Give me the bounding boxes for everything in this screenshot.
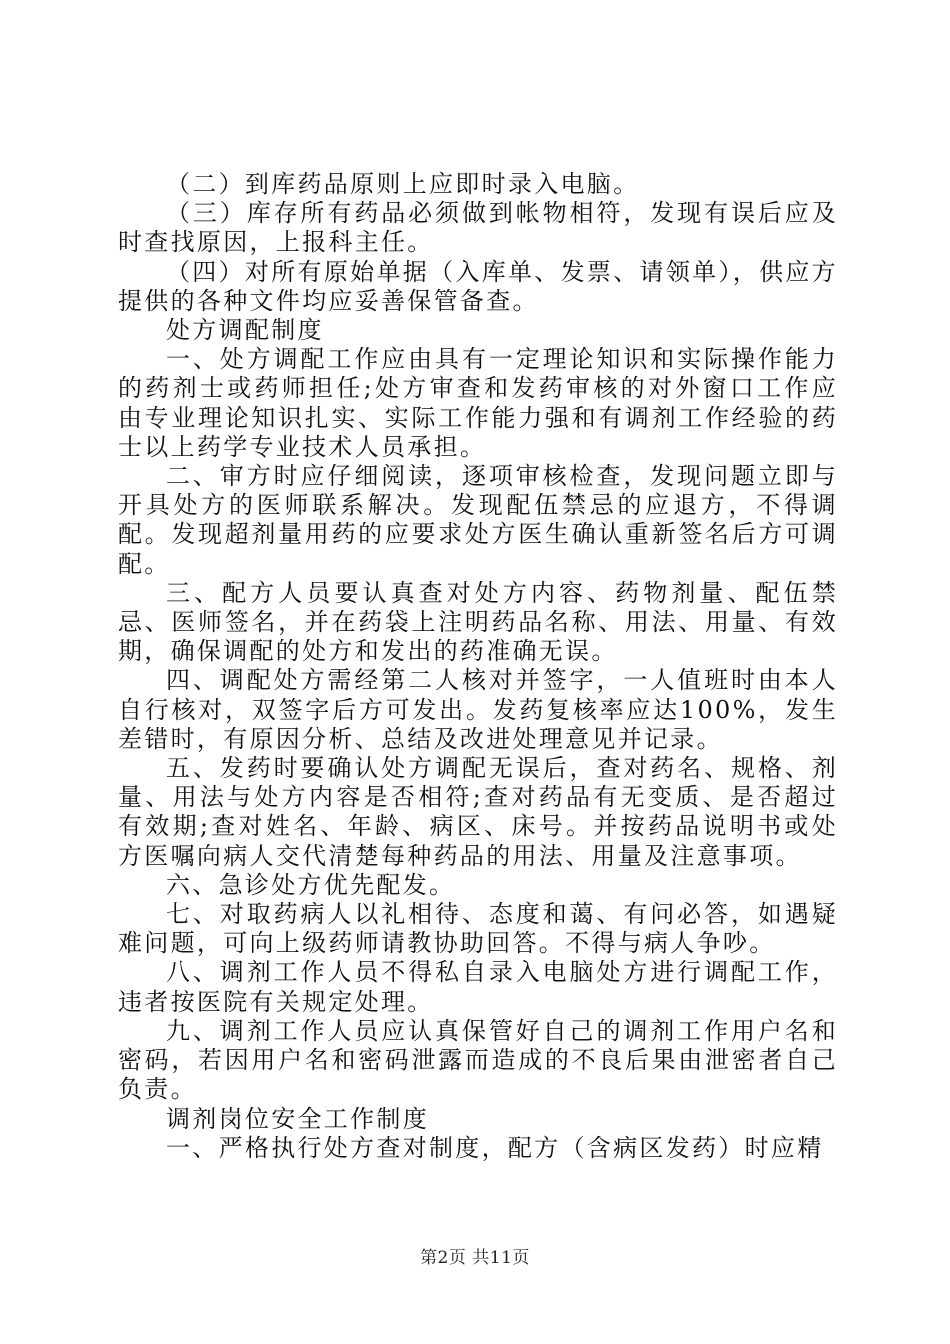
rule-2: 二、审方时应仔细阅读，逐项审核检查，发现问题立即与开具处方的医师联系解决。发现配伍禁忌的应退方，不得调配。发现超剂量用药的应要求处方医生确认重新签名后方可调配。 [118, 462, 838, 578]
rule-5: 五、发药时要确认处方调配无误后，查对药名、规格、剂量、用法与处方内容是否相符;查对药品有无变质、是否超过有效期;查对姓名、年龄、病区、床号。并按药品说明书或处方医嘱向病人交代清楚每种药品的用法、用量及注意事项。 [118, 754, 838, 870]
rule-1: 一、处方调配工作应由具有一定理论知识和实际操作能力的药剂士或药师担任;处方审查和发药审核的对外窗口工作应由专业理论知识扎实、实际工作能力强和有调剂工作经验的药士以上药学专业技术人员承担。 [118, 345, 838, 461]
rule-8: 八、调剂工作人员不得私自录入电脑处方进行调配工作，违者按医院有关规定处理。 [118, 958, 838, 1016]
paragraph-item-2: （二）到库药品原则上应即时录入电脑。 [166, 170, 640, 198]
section-heading-safety: 调剂岗位安全工作制度 [166, 1104, 429, 1133]
rule-7: 七、对取药病人以礼相待、态度和蔼、有问必答，如遇疑难问题，可向上级药师请教协助回答。不得与病人争吵。 [118, 900, 838, 958]
rule-4: 四、调配处方需经第二人核对并签字，一人值班时由本人自行核对，双签字后方可发出。发药复核率应达100%，发生差错时，有原因分析、总结及改进处理意见并记录。 [118, 666, 838, 753]
paragraph-item-3: （三）库存所有药品必须做到帐物相符，发现有误后应及时查找原因，上报科主任。 [118, 199, 838, 257]
document-body [118, 170, 838, 1163]
rule-6: 六、急诊处方优先配发。 [166, 870, 456, 899]
safety-rule-1: 一、严格执行处方查对制度，配方（含病区发药）时应精 [166, 1133, 824, 1162]
section-heading-prescription: 处方调配制度 [166, 316, 324, 345]
page-number-footer: 第2页 共11页 [420, 1248, 530, 1268]
rule-9: 九、调剂工作人员应认真保管好自己的调剂工作用户名和密码，若因用户名和密码泄露而造成的不良后果由泄密者自己负责。 [118, 1016, 838, 1104]
paragraph-item-4: （四）对所有原始单据（入库单、发票、请领单），供应方提供的各种文件均应妥善保管备查。 [118, 257, 838, 315]
rule-3: 三、配方人员要认真查对处方内容、药物剂量、配伍禁忌、医师签名，并在药袋上注明药品名称、用法、用量、有效期，确保调配的处方和发出的药准确无误。 [118, 578, 838, 666]
